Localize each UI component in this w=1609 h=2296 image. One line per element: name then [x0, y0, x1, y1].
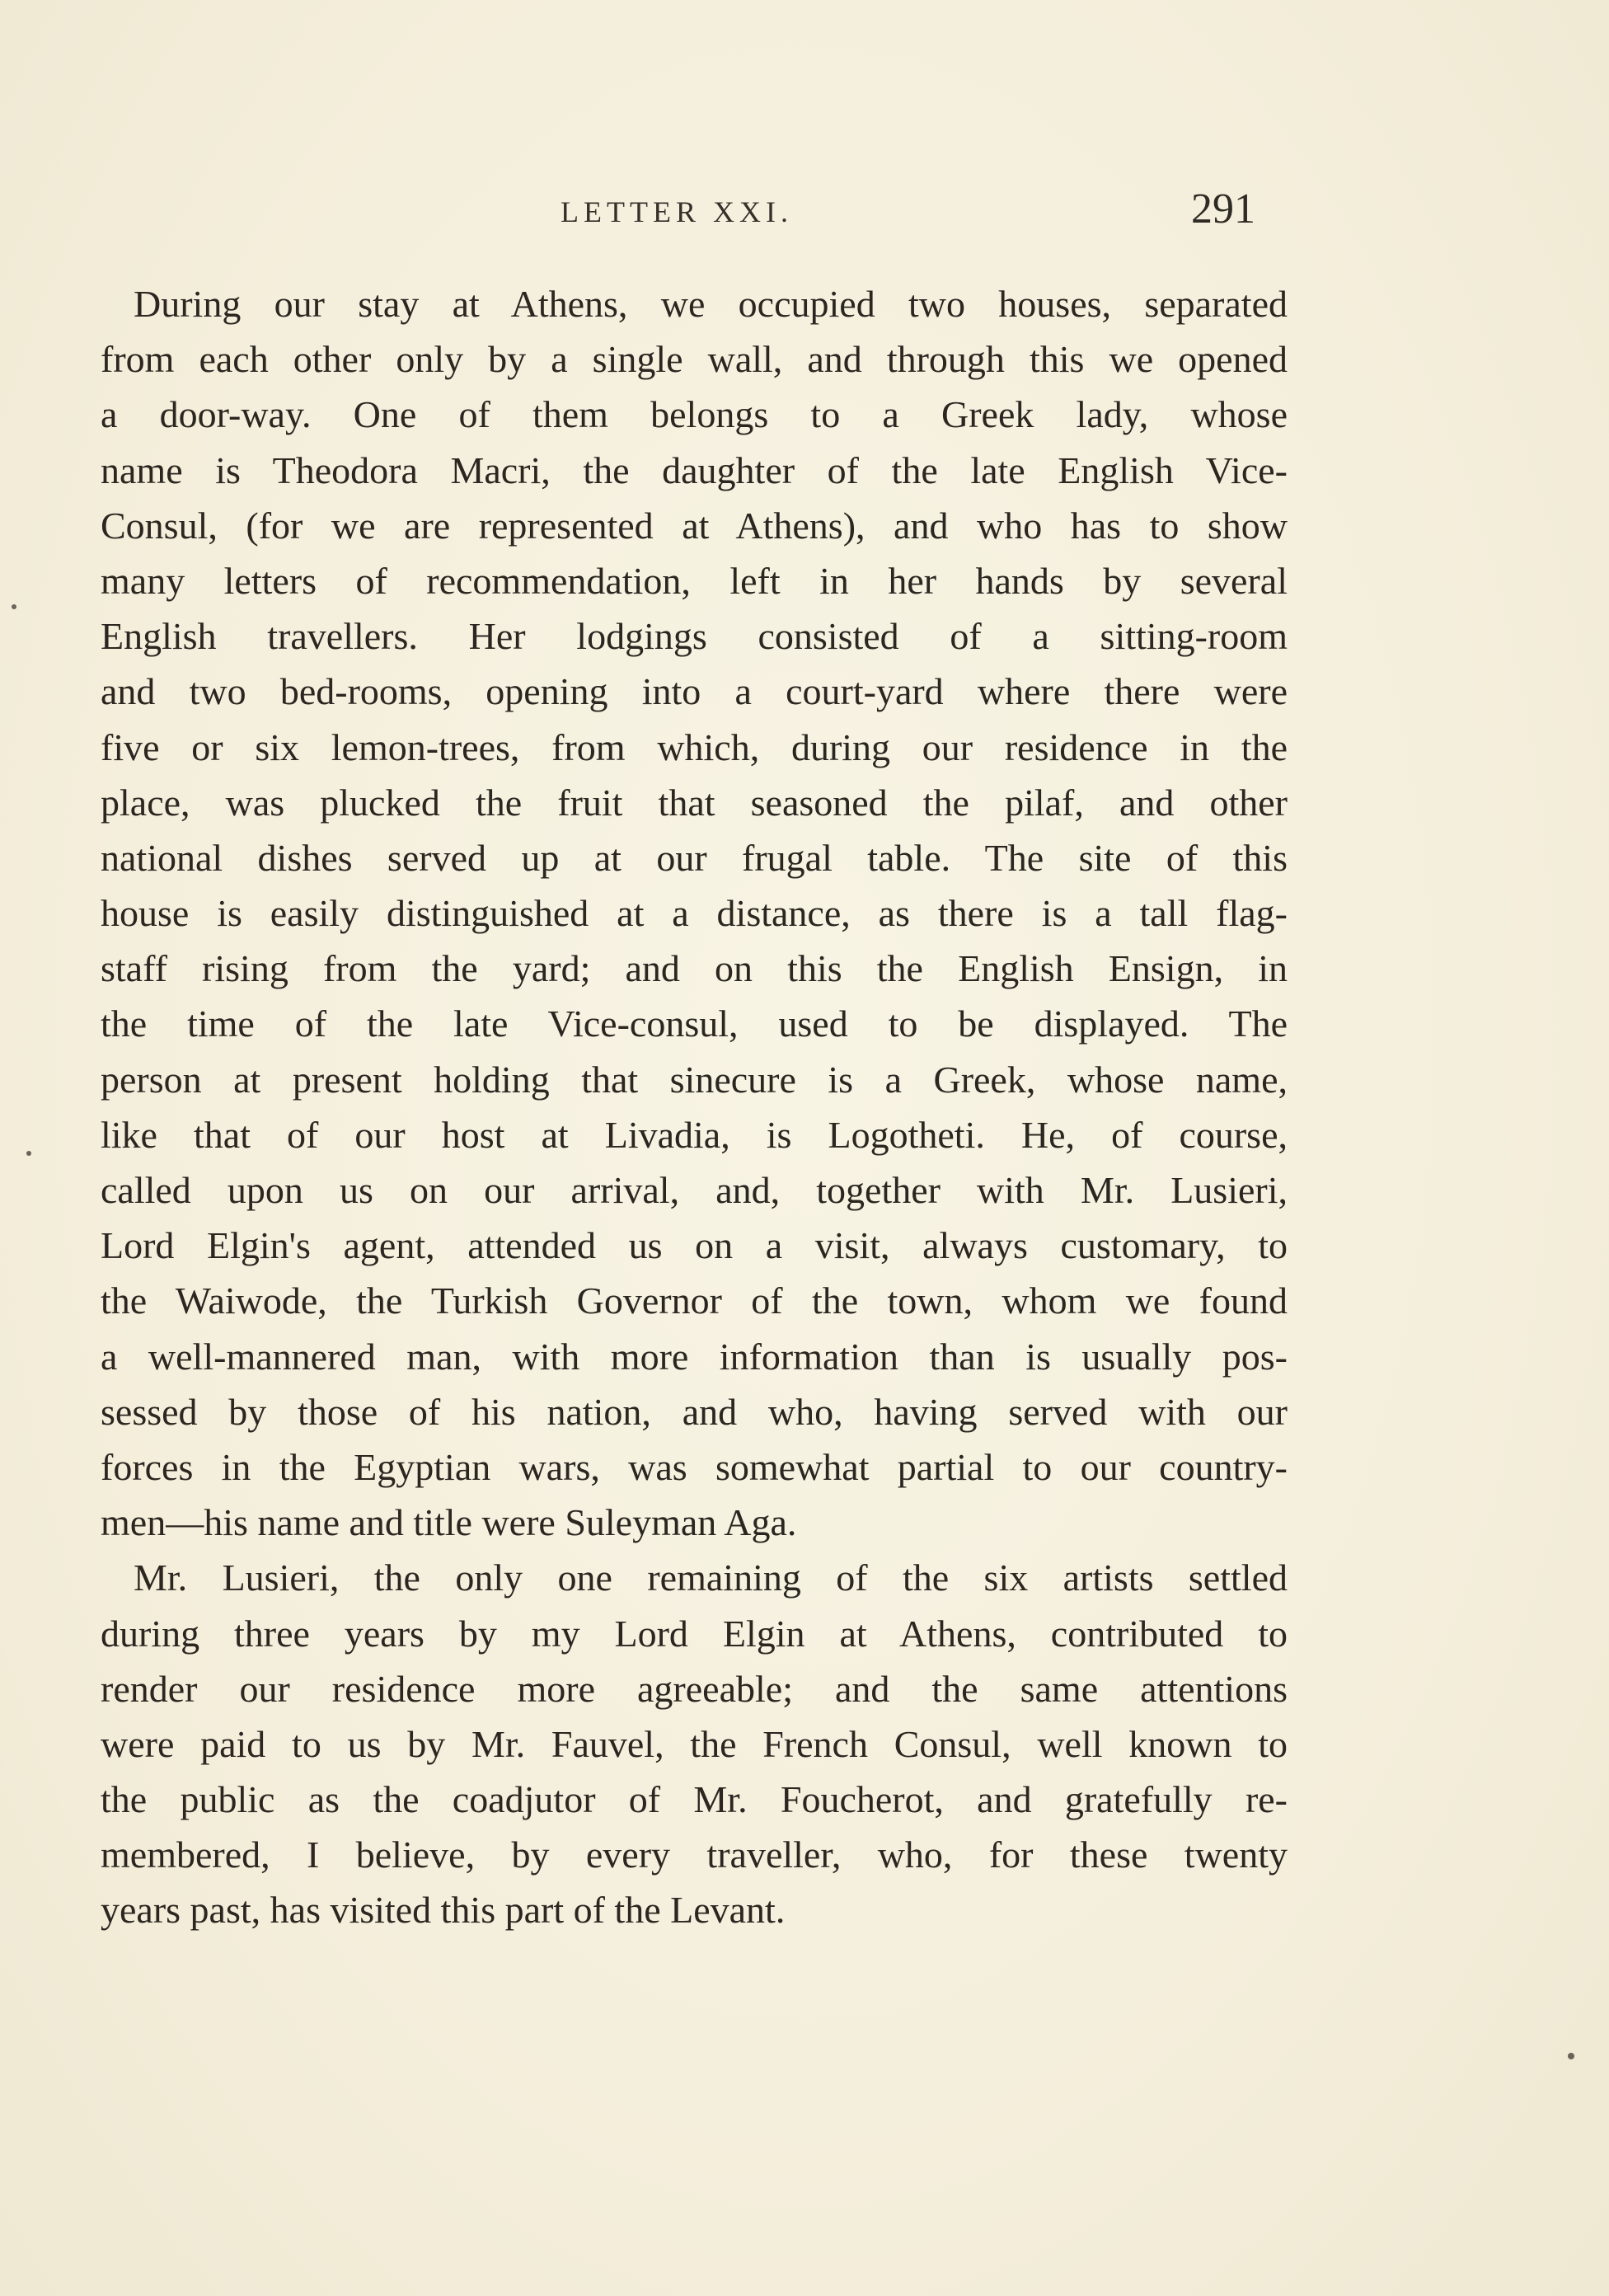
running-title: LETTER XXI.: [561, 195, 793, 228]
text-line: the time of the late Vice-consul, used to be displayed. The: [101, 1002, 1288, 1045]
text-line: membered, I believe, by every traveller, who, for these twenty: [101, 1834, 1288, 1876]
text-line: forces in the Egyptian wars, was somewhat partial to our country-: [101, 1445, 1288, 1488]
text-line: Consul, (for we are represented at Athens), and who has to show: [101, 504, 1288, 547]
text-line: years past, has visited this part of the Levant.: [101, 1889, 786, 1932]
text-line: and two bed-rooms, opening into a court-yard where there were: [101, 670, 1288, 713]
text-line: staff rising from the yard; and on this the English Ensign, in: [101, 947, 1288, 990]
text-line: During our stay at Athens, we occupied two houses, separated: [134, 283, 1288, 325]
running-head: [0, 185, 1609, 239]
text-line: a well-mannered man, with more information than is usually pos-: [101, 1335, 1288, 1378]
text-line: Mr. Lusieri, the only one remaining of the six artists settled: [134, 1556, 1288, 1599]
text-line: were paid to us by Mr. Fauvel, the French Consul, well known to: [101, 1722, 1288, 1765]
text-line: person at present holding that sinecure is a Greek, whose name,: [101, 1058, 1288, 1101]
text-line: men—his name and title were Suleyman Aga.: [101, 1501, 797, 1544]
text-line: during three years by my Lord Elgin at Athens, contributed to: [101, 1612, 1288, 1655]
text-line: the public as the coadjutor of Mr. Foucherot, and gratefully re-: [101, 1778, 1288, 1821]
text-line: national dishes served up at our frugal table. The site of this: [101, 836, 1288, 879]
text-line: many letters of recommendation, left in her hands by several: [101, 559, 1288, 602]
text-line: English travellers. Her lodgings consisted of a sitting-room: [101, 615, 1288, 658]
text-line: called upon us on our arrival, and, together with Mr. Lusieri,: [101, 1169, 1288, 1211]
text-line: from each other only by a single wall, and through this we opened: [101, 338, 1288, 381]
paper-speck: [1568, 2053, 1574, 2059]
text-line: house is easily distinguished at a distance, as there is a tall flag-: [101, 892, 1288, 935]
text-line: a door-way. One of them belongs to a Greek lady, whose: [101, 393, 1288, 436]
text-line: like that of our host at Livadia, is Logotheti. He, of course,: [101, 1113, 1288, 1156]
text-line: name is Theodora Macri, the daughter of the late English Vice-: [101, 448, 1288, 491]
text-line: sessed by those of his nation, and who, having served with our: [101, 1390, 1288, 1433]
paper-speck: [26, 1151, 31, 1156]
page-number: 291: [1191, 185, 1255, 232]
text-line: five or six lemon-trees, from which, during our residence in the: [101, 725, 1288, 768]
text-line: the Waiwode, the Turkish Governor of the town, whom we found: [101, 1279, 1288, 1322]
body-text: [101, 276, 1288, 1938]
text-line: render our residence more agreeable; and the same attentions: [101, 1667, 1288, 1710]
text-line: Lord Elgin's agent, attended us on a visit, always customary, to: [101, 1224, 1288, 1267]
text-line: place, was plucked the fruit that seasoned the pilaf, and other: [101, 781, 1288, 824]
paper-speck: [12, 604, 16, 609]
